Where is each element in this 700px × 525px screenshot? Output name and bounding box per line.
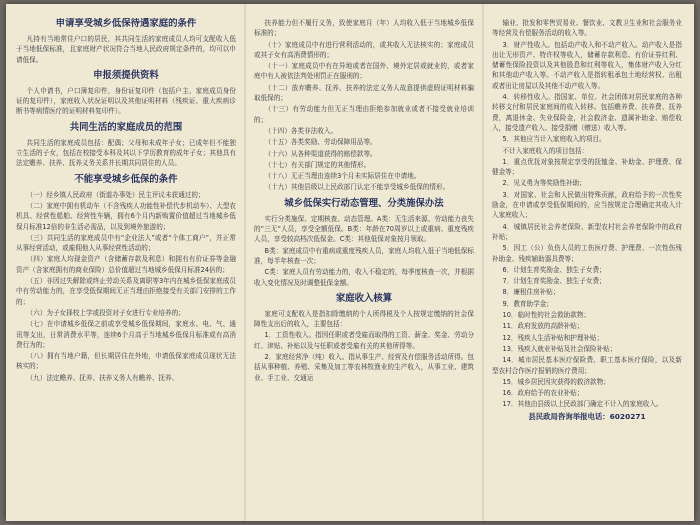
paragraph: （十九）其他县级以上民政部门认定不能享受城乡低保的情形。 bbox=[264, 183, 450, 192]
paragraph: 1．工资性收入。指因任职或者受雇而取得的工资、薪金、奖金、劳动分红、津贴、补贴以及与任职或者受雇有关的其他所得等。 bbox=[254, 331, 474, 350]
paragraph: （一）经乡镇人民政府（街道办事处）民主评议未获通过的； bbox=[26, 190, 205, 199]
column-right bbox=[492, 18, 682, 514]
paragraph: 5．其他应当计入家庭收入的项目。 bbox=[502, 135, 606, 144]
paragraph: 16．政府给予的农业补贴； bbox=[502, 389, 584, 398]
paragraph: 4．转移性收入。指国家、单位、社会团体对居民家庭的各种转移支付和居民家庭间的收入转移。包括赡养费、扶养费、抚养费，离退休金、失业保险金，社会救济金、遗属补助金、赔偿收入，接受遗产收入、接受捐赠（赠送）收入等。 bbox=[492, 93, 682, 132]
paragraph: 个人申请书，户口簿复印件，身份证复印件（包括户主、家庭成员身份证的复印件），家庭收入状况证明以及其他证明材料（残疾证、重大疾病诊断书等病情医疗的证明材料复印件）。 bbox=[16, 86, 236, 116]
paragraph: （九）法定赡养、抚养、扶养义务人有赡养、抚养、 bbox=[26, 373, 179, 382]
paragraph: 5．因工（公）负伤人员的工伤医疗费、护理费、一次性伤残补助金、残疾辅助器具费等； bbox=[492, 244, 682, 263]
paragraph: 12．残疾人生活补贴和护理补贴； bbox=[502, 333, 604, 342]
paragraph: 3．财产性收入。包括动产收入和不动产收入。动产收入是指出让无形资产、特许权等收入，储蓄存款利息、有价证券红利、储蓄性保险投资以及其他股息和红利等收入，集体财产收入分红和其他动产收入等。不动产收入是指转租承包土地经营权、出租或者出让房屋以及其他不动产收入等。 bbox=[492, 40, 682, 90]
paragraph: 2．家庭经营净（纯）收入。指从事生产、经营及有偿服务活动所得。包括从事种植、养殖、采集及加工等农林牧渔业的生产收入，从事工业、建筑业、手工业、交通运 bbox=[254, 353, 474, 382]
heading-dynamic-management: 城乡低保实行动态管理、分类施保办法 bbox=[284, 197, 444, 209]
paragraph: （六）为子女择校上学或投资对子女进行专业培养的； bbox=[26, 308, 185, 317]
hotline-text: 县民政局咨询举报电话：6020271 bbox=[528, 411, 646, 421]
paragraph: 2．见义勇为等奖励性补助； bbox=[502, 179, 586, 188]
paragraph: （十一）家庭成员中有在异地或者在国外、境外定居或就业的，或者家庭中有人被依法判处刑罚正在服刑的； bbox=[254, 62, 474, 81]
paragraph: 4．城镇居民社会养老保险、新型农村社会养老保险中的政府补贴； bbox=[492, 222, 682, 241]
heading-ineligible-conditions: 不能享受城乡低保的条件 bbox=[74, 173, 178, 185]
paragraph: 共同生活的家庭成员包括：配偶；父母和未成年子女；已成年但不能独立生活的子女，包括在校接受本科及其以下学历教育的成年子女；其他具有法定赡养、扶养、抚养义务关系并长期共同居住的人员。 bbox=[16, 138, 236, 168]
paragraph: 1．重点优抚对象按规定享受的抚恤金、补助金、护理费、保健金等； bbox=[492, 157, 682, 177]
paragraph: （十六）从各种渠道获得的赔偿款等。 bbox=[264, 149, 377, 158]
paragraph: （十七）有关部门规定的其他情形。 bbox=[264, 160, 371, 169]
paragraph: 6．计划生育奖励金、独生子女费； bbox=[502, 265, 606, 274]
paragraph: B类：家庭成员中有重病或重度残疾人员，家庭人均收入低于当地低保标准，每半年核查一次； bbox=[254, 246, 474, 265]
heading-eligibility: 申请享受城乡低保待遇家庭的条件 bbox=[55, 18, 197, 29]
paragraph: （十四）各类非法收入。 bbox=[264, 126, 338, 135]
paragraph: （十八）无正当理由连续3个月未实际居住在申请地。 bbox=[264, 172, 421, 181]
paragraph: 实行分类施保、定期核查、动态管理。A类：无生活来源、劳动能力丧失的“三无”人员，享受全额低保。B类：年龄在70周岁以上或重病、重度残疾人员，享受较高档次低保金。C类：其他低保对象按月领取。 bbox=[254, 214, 474, 244]
paragraph: C类：家庭人员有劳动能力的，收入不稳定的，每季度核查一次，并根据收入变化情况及时调整低保金额。 bbox=[254, 268, 474, 287]
heading-documents: 申报须提供资料 bbox=[93, 69, 159, 81]
paragraph: 7．计划生育奖励金、独生子女费； bbox=[502, 277, 606, 286]
paragraph: （四）家庭人均现金资产（含储蓄存款及利息）和拥有有价证券等金融资产（含家庭拥有的商业保险）总价值超过当地城乡低保月标准24倍的； bbox=[16, 255, 236, 274]
column-middle bbox=[254, 18, 474, 514]
paragraph: （七）在申请城乡低保之前或享受城乡低保期间，家庭水、电、气、通讯等支出，日常消费水平等，连续6个月高于当地城乡低保月标准或有高消费行为的； bbox=[16, 320, 236, 349]
paragraph: 8．廉租住房补贴； bbox=[502, 288, 560, 297]
paragraph: 11．政府发放的高龄补贴； bbox=[502, 322, 584, 331]
paragraph: 17．其他由县级以上民政部门确定不计入的家庭收入。 bbox=[502, 400, 663, 409]
paragraph: 10．临时性的社会救助款物； bbox=[502, 311, 591, 320]
fold-line bbox=[244, 4, 246, 521]
paragraph: 14．城市居民基本医疗保险费、职工基本医疗保险，以及新型农村合作医疗报销的医疗费用； bbox=[492, 356, 682, 375]
fold-line bbox=[482, 4, 484, 521]
paragraph: 13．残疾人就业补贴及社会保险补贴； bbox=[502, 344, 617, 353]
paragraph: 不计入家庭收入的项目包括： bbox=[502, 146, 589, 155]
paragraph: 9．教育助学金； bbox=[502, 299, 553, 308]
paragraph: 输业、批发和零售贸易业、餐饮业、文教卫生业和社会服务业等经营及有偿服务活动的收入等。 bbox=[492, 19, 682, 38]
paragraph: （十）家庭成员中有进行营利活动的，或其收入无法核实的；家庭成员或其子女有高消费情形的； bbox=[254, 40, 474, 59]
paragraph: （十三）有劳动能力但无正当理由拒绝参加就业或者不接受就业培训的； bbox=[254, 105, 474, 124]
heading-income-calculation: 家庭收入核算 bbox=[335, 292, 393, 304]
paragraph: （二）家庭中拥有机动车（不含残疾人功能性补偿代步机动车）、大型农机具、经营性船舶、经营性车辆，拥有6个月内新购置价值超过当地城乡低保月标准12倍的非生活必需品，以及到境外旅游的； bbox=[16, 201, 236, 231]
paragraph: 15．城乡居民因灾获得的救济款物； bbox=[502, 377, 610, 386]
paragraph: 扶养能力但不履行义务，致使家庭月（年）人均收入低于当地城乡低保标准的； bbox=[254, 19, 474, 38]
paragraph: （三）共同生活的家庭成员中有“企业法人”或者“个体工商户”，并正常从事经营活动，或雇佣他人从事经营性活动的； bbox=[16, 233, 236, 253]
heading-household-members: 共同生活的家庭成员的范围 bbox=[69, 121, 183, 133]
paragraph: （五）非因过失解除或终止劳动关系及离职等3年内在城乡低保家庭成员中有劳动能力的，在享受低保期间无正当理由拒绝接受有关部门安排的工作的； bbox=[16, 277, 236, 306]
paragraph: （十二）放弃赡养、抚养、扶养的法定义务人故意提供虚假证明材料骗取低保的； bbox=[254, 83, 474, 103]
paragraph: 凡持有当地常住户口的居民，其共同生活的家庭成员人均可支配收入低于当地低保标准，且家庭财产状况符合当地人民政府规定条件的，均可以申请低保。 bbox=[16, 35, 236, 64]
column-left bbox=[16, 18, 236, 514]
leaflet-page bbox=[6, 4, 694, 521]
paragraph: （十五）各类奖励、劳动保障用品等。 bbox=[264, 138, 377, 147]
paragraph: 3．对国家、社会和人民做出特殊贡献，政府给予的一次性奖励金，在申请或享受低保期间的，应当按规定合理确定其收入计入家庭收入； bbox=[492, 190, 682, 220]
paragraph: 家庭可支配收入是指扣除缴纳的个人所得税及个人按规定缴纳的社会保障性支出后的收入，主要包括： bbox=[254, 309, 474, 329]
paragraph: （八）拥有当地户籍，但长期居住在外地，申请低保家庭成员现状无法核实的； bbox=[16, 352, 236, 371]
